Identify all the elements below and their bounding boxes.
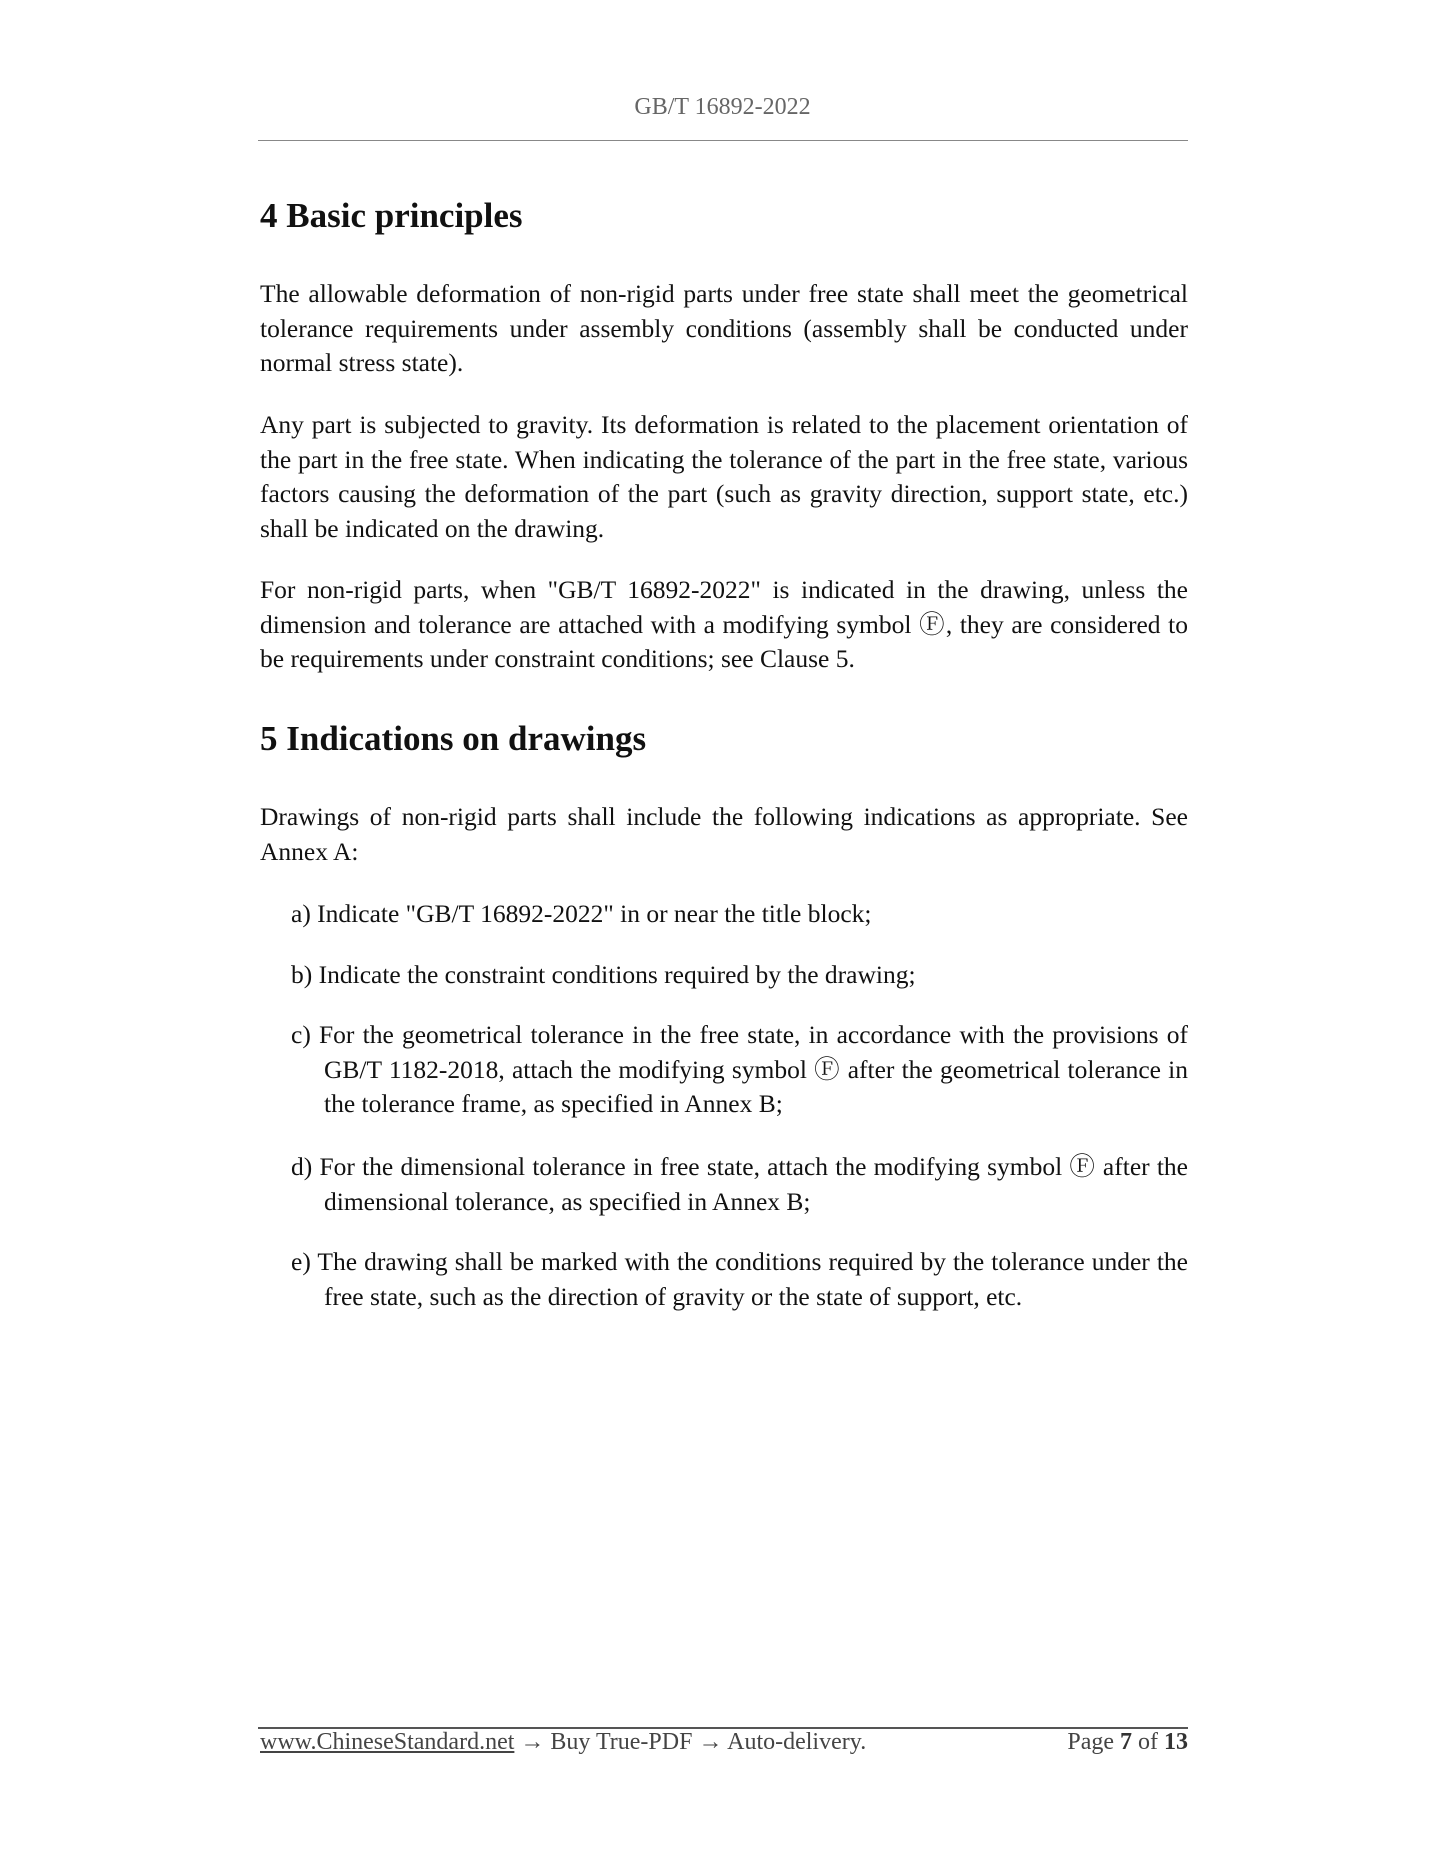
page-number: 7 bbox=[1120, 1729, 1132, 1755]
page-label: Page bbox=[1067, 1729, 1114, 1755]
list-item: b) Indicate the constraint conditions required by the drawing; bbox=[291, 960, 916, 989]
list-item: a) Indicate "GB/T 16892-2022" in or near the title block; bbox=[291, 899, 872, 928]
list-item: c) For the geometrical tolerance in the free state, in accordance with the provisions of GB/T 1182-2018, attach the modifying symbol Ⓕ after the geometrical tolerance in the tolerance frame, as specified in Annex B; bbox=[291, 1020, 1188, 1119]
section-5-heading: 5 Indications on drawings bbox=[260, 719, 647, 758]
page-total: 13 bbox=[1164, 1729, 1188, 1755]
footer-promo: → Buy True-PDF → Auto-delivery. bbox=[514, 1729, 867, 1755]
of-label: of bbox=[1138, 1729, 1158, 1755]
footer bbox=[260, 1729, 1188, 1756]
list-item: d) For the dimensional tolerance in free state, attach the modifying symbol Ⓕ after the dimensional tolerance, as specified in Annex B; bbox=[291, 1152, 1188, 1216]
header-divider bbox=[258, 140, 1188, 141]
paragraph: Drawings of non-rigid parts shall include the following indications as appropriate. See Annex A: bbox=[260, 802, 1188, 866]
paragraph: The allowable deformation of non-rigid parts under free state shall meet the geometrical tolerance requirements under assembly conditions (assembly shall be conducted under normal stress state). bbox=[260, 279, 1188, 378]
running-header: GB/T 16892-2022 bbox=[634, 94, 811, 120]
section-4-heading: 4 Basic principles bbox=[260, 196, 523, 235]
paragraph: Any part is subjected to gravity. Its deformation is related to the placement orientation of the part in the free state. When indicating the tolerance of the part in the free state, various factors causing the deformation of the part (such as gravity direction, support state, etc.) shall be indicated on the drawing. bbox=[260, 410, 1188, 544]
list-item: e) The drawing shall be marked with the conditions required by the tolerance under the free state, such as the direction of gravity or the state of support, etc. bbox=[291, 1247, 1188, 1311]
footer-left bbox=[260, 1729, 866, 1756]
website-link[interactable]: www.ChineseStandard.net bbox=[260, 1729, 515, 1755]
paragraph: For non-rigid parts, when "GB/T 16892-2022" is indicated in the drawing, unless the dimension and tolerance are attached with a modifying symbol Ⓕ, they are considered to be requirements under constraint conditions; see Clause 5. bbox=[260, 575, 1188, 674]
page-indicator bbox=[1067, 1729, 1188, 1756]
